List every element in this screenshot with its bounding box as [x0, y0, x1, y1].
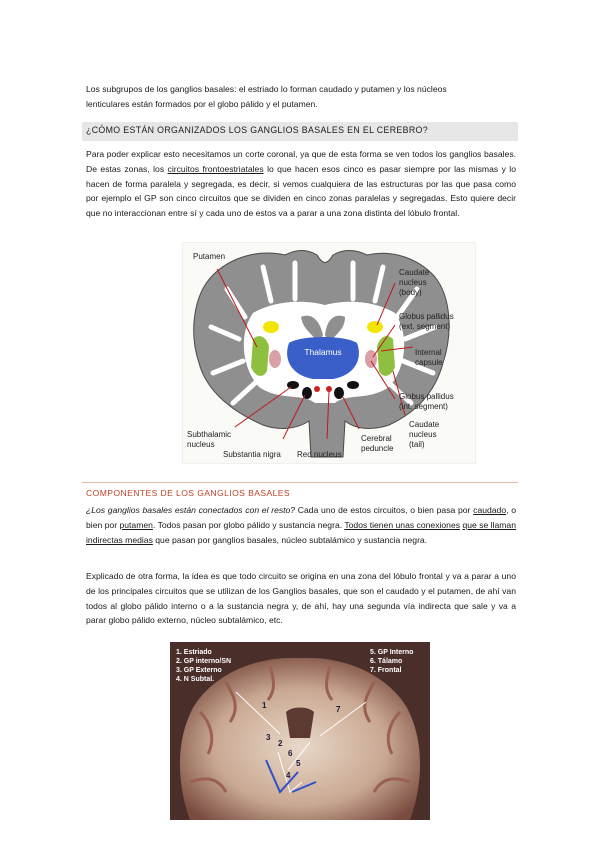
thalamus-label: Thalamus [304, 347, 342, 357]
label-gp-ext-2: (ext. segment) [399, 322, 451, 331]
brain-slice-svg [170, 642, 430, 820]
label-gp-int-1: Globus pallidus [399, 392, 454, 401]
label-caudate-body-2: nucleus [399, 278, 427, 287]
marker-3: 3 [266, 733, 271, 742]
label-caudate-tail-2: nucleus [409, 430, 437, 439]
coronal-diagram-svg [183, 243, 475, 463]
legend-left-3: 3. GP Externo [176, 667, 222, 674]
section-divider [82, 482, 518, 483]
ventricle [286, 708, 314, 739]
caudado-link[interactable]: caudado [473, 505, 507, 515]
legend-left-1: 1. Estriado [176, 649, 212, 656]
label-subthalamic-1: Subthalamic [187, 430, 232, 439]
marker-6: 6 [288, 749, 293, 758]
legend-right-6: 6. Tálamo [370, 658, 403, 665]
intro-paragraph [86, 82, 516, 112]
caudate-nucleus-right [367, 321, 383, 333]
putamen-right [377, 336, 395, 376]
thalamus [287, 337, 359, 379]
components-text-d: que pasan por ganglios basales, núcleo subtalámico y sustancia negra. [152, 534, 428, 545]
globus-pallidus-right [365, 350, 377, 368]
legend-left-4: 4. N Subtal. [176, 676, 215, 683]
organization-text-b: lo que hacen esos cinco es pasar siempre por las mismas y lo hacen de forma paralela y segregada, es decir, si vemos cualquiera de las estructuras por las que pasa como por ejemplo el GP son cinco circuitos que se dividen en cinco zonas paralelas y segregadas. Esto quiere decir que no interaccionan entre sí y cada uno de estos va a parar a una zona distinta del lóbulo frontal. [86, 163, 516, 219]
label-putamen: Putamen [193, 252, 226, 261]
label-subthalamic-2: nucleus [187, 440, 215, 449]
intro-line-2: lenticulares están formados por el globo pálido y el putamen. [86, 98, 318, 109]
label-internal-capsule-1: Internal [415, 348, 442, 357]
red-nucleus-left [314, 386, 320, 392]
components-text-a: Cada uno de estos circuitos, o bien pasa por [295, 505, 474, 515]
basal-ganglia-coronal-diagram [182, 242, 476, 464]
label-caudate-body-3: (body) [399, 288, 422, 297]
label-gp-ext-1: Globus pallidus [399, 312, 454, 321]
label-red-nucleus: Red nucleus [297, 450, 342, 459]
label-substantia-nigra: Substantia nigra [223, 450, 281, 459]
components-paragraph [86, 503, 516, 547]
subthalamic-nucleus-right [347, 381, 359, 389]
section-heading-components: COMPONENTES DE LOS GANGLIOS BASALES [86, 488, 291, 498]
legend-right-7: 7. Frontal [370, 667, 402, 674]
subthalamic-nucleus-left [287, 381, 299, 389]
label-gp-int-2: (int. segment) [399, 402, 448, 411]
label-cerebral-peduncle-2: peduncle [361, 444, 394, 453]
brain-slice-photo [170, 642, 430, 820]
putamen-link[interactable]: putamen [119, 519, 153, 530]
label-internal-capsule-2: capsule [415, 358, 443, 367]
label-caudate-body-1: Caudate [399, 268, 430, 277]
marker-1: 1 [262, 701, 267, 710]
marker-2: 2 [278, 739, 283, 748]
explanation-paragraph: Explicado de otra forma, la idea es que todo circuito se origina en una zona del lóbulo frontal y va a parar a uno de los principales circuitos que se utilizan de los Ganglios basales, que son el caudado y el putamen, de ahí van todos al globo pálido interno o a la sustancia negra y, de ahí, hay una segunda vía indirecta que sale y va a parar globo pálido externo, núcleo subtalámico, etc. [86, 571, 516, 626]
section-heading-organization: ¿CÓMO ESTÁN ORGANIZADOS LOS GANGLIOS BASALES EN EL CEREBRO? [86, 125, 428, 135]
marker-4: 4 [286, 771, 291, 780]
label-caudate-tail-1: Caudate [409, 420, 440, 429]
label-cerebral-peduncle-1: Cerebral [361, 434, 392, 443]
putamen-left [251, 336, 269, 376]
label-caudate-tail-3: (tail) [409, 440, 425, 449]
indirectas-medias-underlined: que se llaman indirectas medias [86, 519, 516, 545]
components-text-c: . Todos pasan por globo pálido y sustancia negra. [152, 519, 345, 530]
legend-right-5: 5. GP Interno [370, 649, 414, 656]
legend-left-2: 2. GP interno/SN [176, 658, 232, 665]
components-question: ¿Los ganglios basales están conectados con el resto? [86, 505, 296, 515]
frontostriatal-circuits-link[interactable]: circuitos frontoestriatales [167, 163, 264, 174]
marker-7: 7 [336, 705, 341, 714]
components-text-b: , o bien por [86, 505, 516, 530]
conexiones-underlined: Todos tienen unas conexiones [344, 519, 461, 530]
substantia-nigra-right [334, 387, 344, 399]
intro-line-1: Los subgrupos de los ganglios basales: el estriado lo forman caudado y putamen y los núcleos [86, 84, 447, 94]
organization-text-a: Para poder explicar esto necesitamos un corte coronal, ya que de esta forma se ven todos los ganglios basales. De estas zonas, los [86, 149, 516, 174]
marker-5: 5 [296, 759, 301, 768]
globus-pallidus-left [269, 350, 281, 368]
caudate-nucleus-left [263, 321, 279, 333]
organization-paragraph [86, 147, 516, 221]
